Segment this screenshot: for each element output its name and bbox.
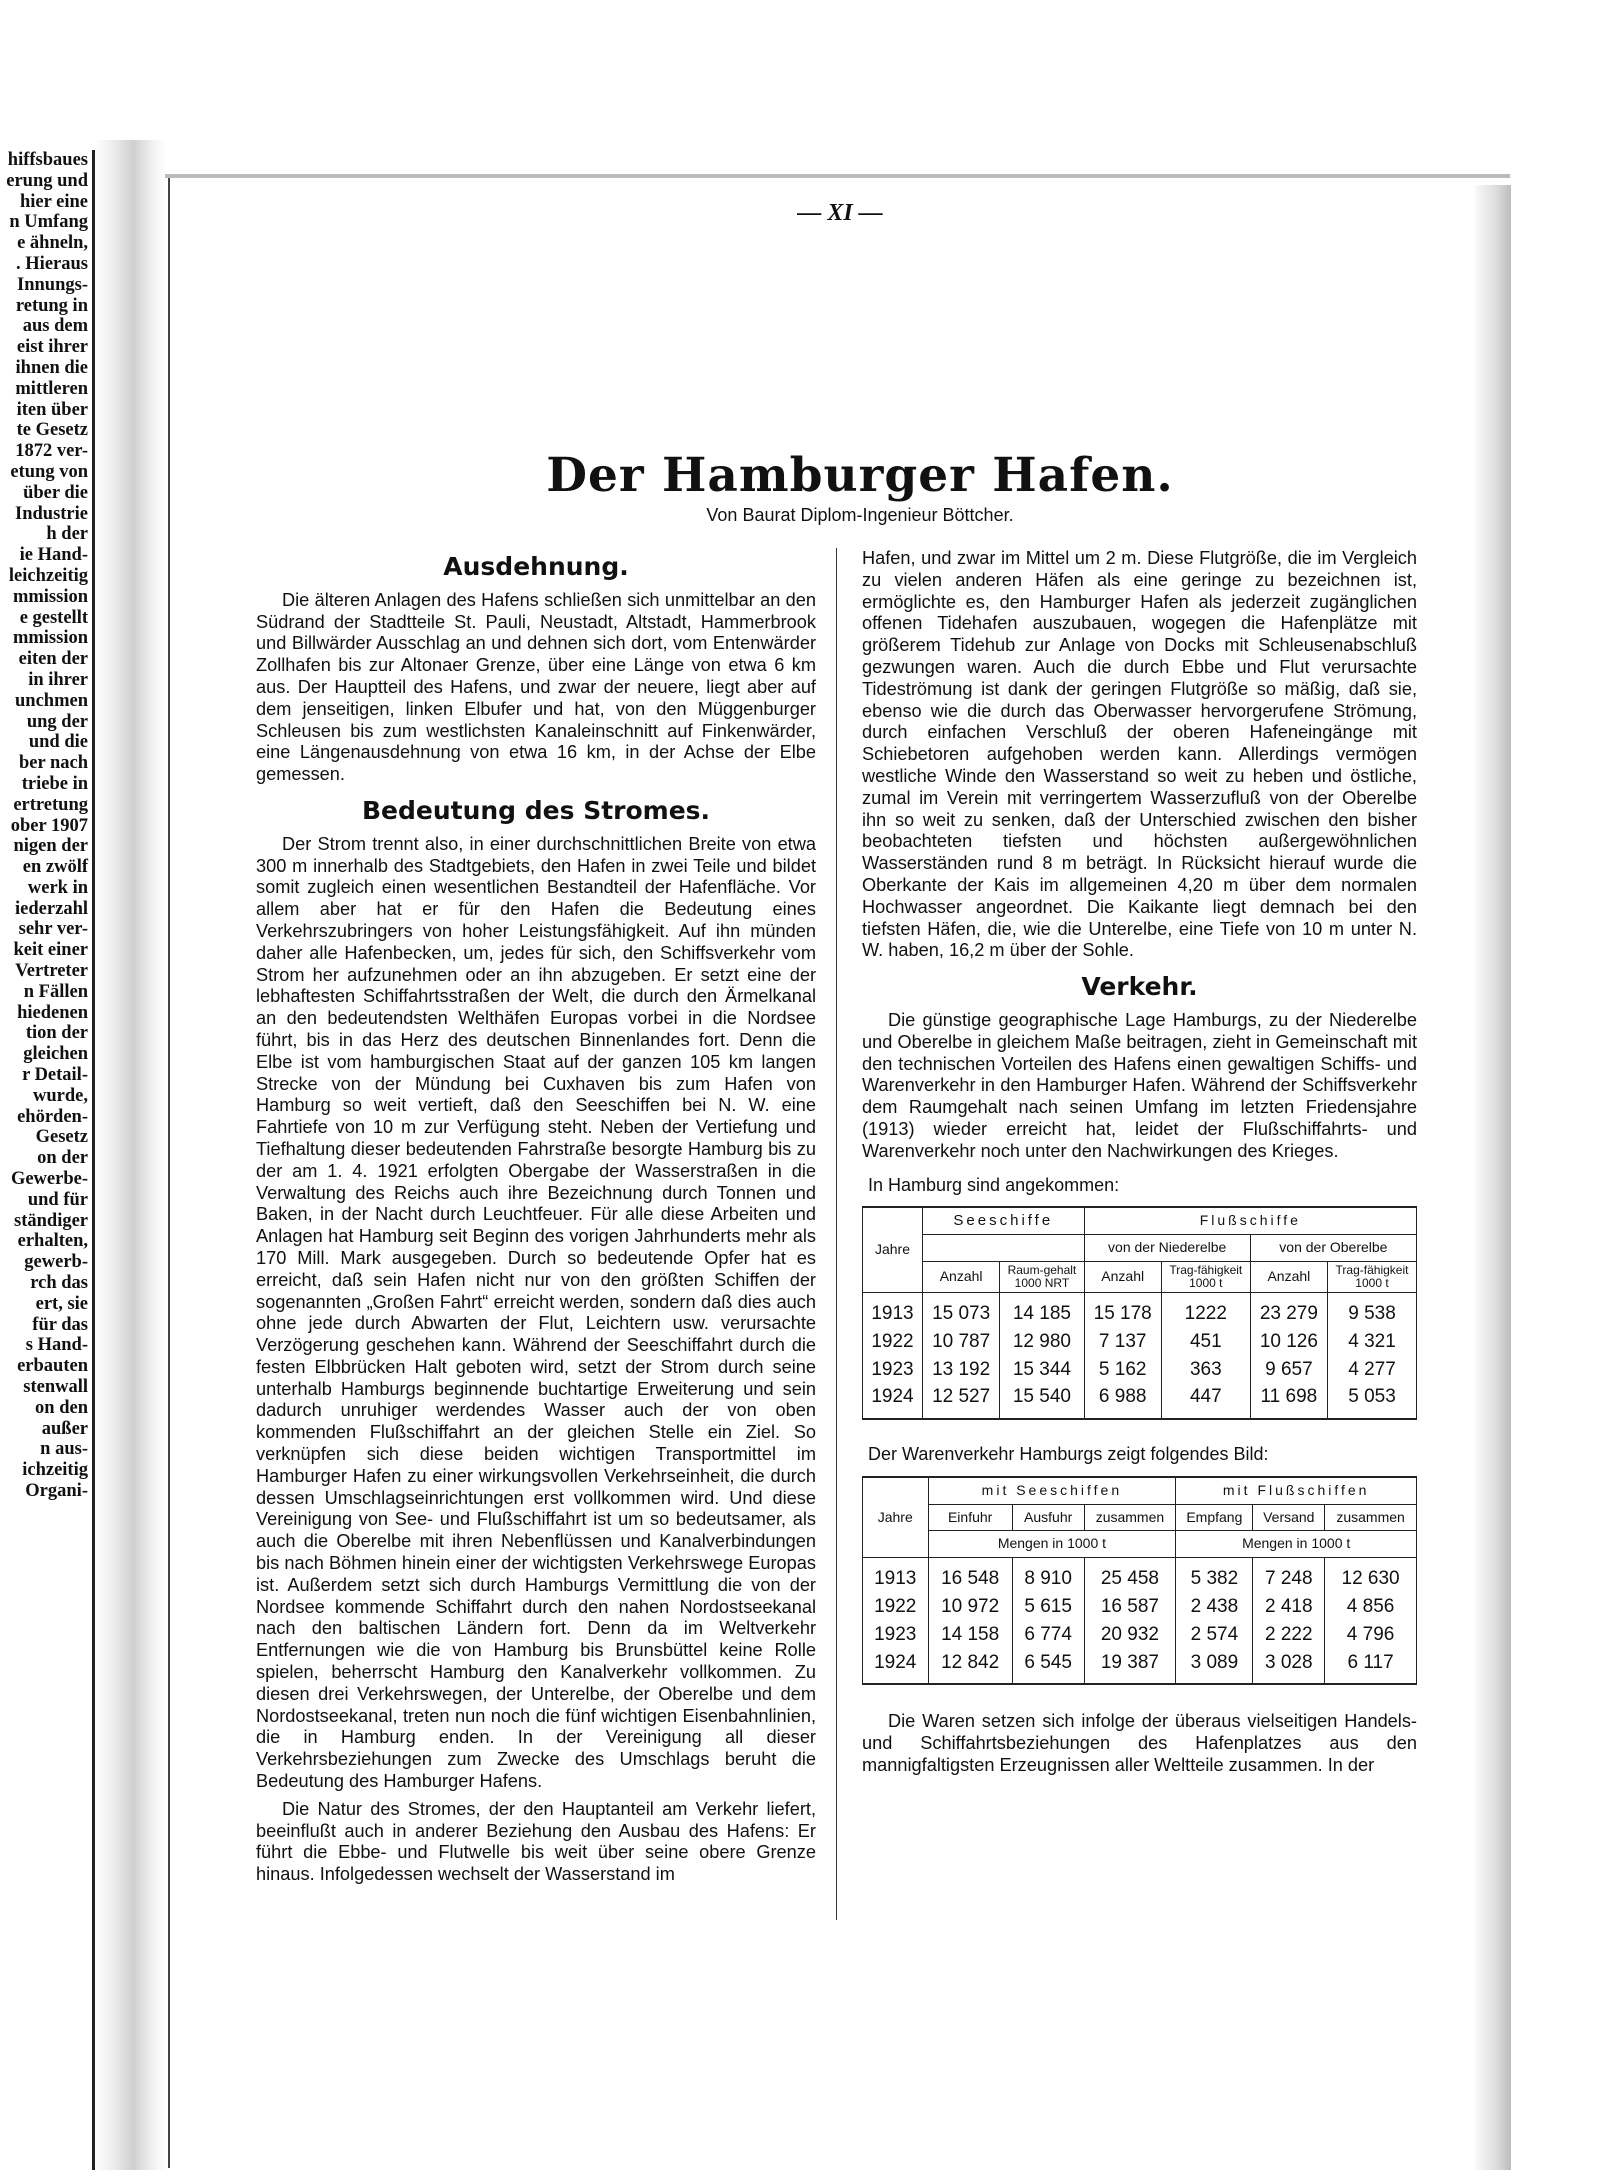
year-cell: 1924 [863, 1383, 923, 1419]
tragfaehigkeit-unit: 1000 t [1189, 1275, 1223, 1290]
value-cell: 9 657 [1250, 1356, 1327, 1384]
value-cell: 5 382 [1176, 1558, 1253, 1593]
fragment-line: für das [32, 1314, 88, 1335]
table-row [863, 1649, 1417, 1685]
year-cell: 1922 [863, 1593, 929, 1621]
table-row [863, 1356, 1417, 1384]
fragment-line: h der [46, 524, 88, 545]
fragment-line: ehörden- [17, 1106, 88, 1127]
fragment-line: unchmen [15, 690, 88, 711]
value-cell: 2 418 [1253, 1593, 1325, 1621]
fragment-line: retung in [15, 295, 88, 316]
value-cell: 5 053 [1327, 1383, 1416, 1419]
table-caption: In Hamburg sind angekommen: [868, 1174, 1120, 1195]
fragment-line: außer [41, 1418, 88, 1439]
table-caption: Der Warenverkehr Hamburgs zeigt folgendes Bild: [868, 1444, 1269, 1465]
fragment-line: hiffsbaues [7, 150, 88, 170]
value-cell: 2 574 [1176, 1621, 1253, 1649]
value-cell: 10 972 [928, 1593, 1012, 1621]
col-header-ausfuhr: Ausfuhr [1012, 1504, 1084, 1531]
value-cell: 447 [1161, 1383, 1250, 1419]
value-cell: 6 988 [1084, 1383, 1161, 1419]
byline: Von Baurat Diplom-Ingenieur Böttcher. [706, 505, 1014, 525]
paragraph: Die Waren setzen sich infolge der überaus vielseitigen Handels- und Schiffahrtsbeziehungen des Hafenplatzes aus den mannigfaltigsten Erzeugnissen aller Weltteile zusammen. In der [862, 1711, 1417, 1776]
page-number: — XI — [797, 200, 883, 226]
year-cell: 1922 [863, 1328, 923, 1356]
paragraph: Die günstige geographische Lage Hamburgs, zu der Niederelbe und Oberelbe in gleichem Maße beitragen, zieht in Gemeinschaft mit den technischen Vorteilen des Hafens einen gewaltigen Schiffs- und Warenverkehr in den Hamburger Hafen. Während der Schiffsverkehr dem Raumgehalt nach seinen Umfang im letzten Friedensjahre (1913) wieder erreicht hat, leidet der Flußschiffahrts- und Warenverkehr noch unter den Nachwirkungen des Krieges. [862, 1009, 1417, 1161]
fragment-line: und die [28, 732, 88, 753]
fragment-line: über die [23, 482, 88, 503]
fragment-line: n aus- [40, 1439, 88, 1460]
fragment-line: mmission [12, 628, 88, 649]
col-header-seeschiffe: Seeschiffe [923, 1207, 1085, 1234]
col-header-flussschiffe: Flußschiffe [1084, 1207, 1416, 1234]
value-cell: 6 545 [1012, 1649, 1084, 1685]
value-cell: 4 277 [1327, 1356, 1416, 1384]
fragment-line: iten über [16, 399, 88, 420]
fragment-line: Industrie [15, 503, 88, 524]
fragment-line: on den [35, 1397, 88, 1418]
year-cell: 1913 [863, 1292, 923, 1327]
value-cell: 5 162 [1084, 1356, 1161, 1384]
fragment-line: ständiger [14, 1210, 88, 1231]
fragment-line: s Hand- [25, 1335, 88, 1356]
paragraph: Die Natur des Stromes, der den Hauptanteil am Verkehr liefert, beeinflußt auch in anderer Beziehung den Ausbau des Hafens: Er führt die Ebbe- und Flutwelle bis weit über seine obere Grenze hinaus. Infolgedessen wechselt der Wasserstand im [256, 1798, 816, 1885]
year-cell: 1923 [863, 1356, 923, 1384]
fragment-line: sehr ver- [18, 919, 88, 940]
value-cell: 14 158 [928, 1621, 1012, 1649]
fragment-line: ung der [26, 711, 88, 732]
page-title: Der Hamburger Hafen. [546, 448, 1174, 503]
value-cell: 7 137 [1084, 1328, 1161, 1356]
fragment-line: eiten der [18, 649, 88, 670]
fragment-line: ertretung [13, 794, 88, 815]
value-cell: 10 126 [1250, 1328, 1327, 1356]
fragment-line: . Hieraus [16, 253, 88, 274]
col-header-einfuhr: Einfuhr [928, 1504, 1012, 1531]
fragment-line: ie Hand- [19, 545, 88, 566]
value-cell: 13 192 [923, 1356, 1000, 1384]
value-cell: 25 458 [1084, 1558, 1176, 1593]
fragment-line: gewerb- [24, 1252, 88, 1273]
col-header-niederelbe: von der Niederelbe [1084, 1235, 1250, 1262]
value-cell: 15 540 [1000, 1383, 1084, 1419]
heading-ausdehnung: Ausdehnung. [443, 552, 629, 581]
value-cell: 10 787 [923, 1328, 1000, 1356]
page-edge-shadow [1475, 185, 1511, 2170]
value-cell: 12 527 [923, 1383, 1000, 1419]
value-cell: 4 856 [1325, 1593, 1417, 1621]
fragment-line: n Umfang [9, 212, 88, 233]
heading-verkehr: Verkehr. [1081, 972, 1198, 1002]
seeschiffe-spacer [923, 1235, 1085, 1262]
col-header-mengen: Mengen in 1000 t [1176, 1531, 1417, 1558]
value-cell: 15 344 [1000, 1356, 1084, 1384]
fragment-line: Innungs- [17, 274, 88, 295]
col-header-zusammen: zusammen [1084, 1504, 1176, 1531]
fragment-line: tion der [25, 1023, 88, 1044]
value-cell: 8 910 [1012, 1558, 1084, 1593]
table-row [863, 1328, 1417, 1356]
table-row [863, 1558, 1417, 1593]
value-cell: 16 587 [1084, 1593, 1176, 1621]
book-gutter [95, 140, 165, 2170]
fragment-line: hier eine [20, 191, 88, 212]
fragment-line: Gewerbe- [10, 1169, 88, 1190]
value-cell: 12 630 [1325, 1558, 1417, 1593]
fragment-line: in ihrer [28, 669, 88, 690]
col-header-jahre: Jahre [863, 1477, 929, 1558]
col-header-raumgehalt [1000, 1261, 1084, 1292]
fragment-line: erbauten [17, 1356, 88, 1377]
fragment-line: stenwall [23, 1377, 88, 1398]
tragfaehigkeit-label: Trag-fähigkeit [1335, 1262, 1409, 1277]
fragment-line: gleichen [23, 1044, 88, 1065]
goods-traffic-table [862, 1476, 1417, 1686]
table-row [863, 1621, 1417, 1649]
fragment-line: nigen der [13, 836, 88, 857]
col-header-versand: Versand [1253, 1504, 1325, 1531]
column-rule [836, 548, 837, 1920]
year-cell: 1923 [863, 1621, 929, 1649]
fragment-line: r Detail- [22, 1065, 88, 1086]
fragment-line: on der [37, 1148, 88, 1169]
tragfaehigkeit-label: Trag-fähigkeit [1169, 1262, 1243, 1277]
value-cell: 6 774 [1012, 1621, 1084, 1649]
fragment-line: erhalten, [17, 1231, 88, 1252]
value-cell: 5 615 [1012, 1593, 1084, 1621]
value-cell: 2 222 [1253, 1621, 1325, 1649]
value-cell: 9 538 [1327, 1292, 1416, 1327]
table-row [863, 1593, 1417, 1621]
fragment-line: eist ihrer [16, 337, 88, 358]
fragment-line: mmission [12, 586, 88, 607]
value-cell: 1222 [1161, 1292, 1250, 1327]
table-row [863, 1383, 1417, 1419]
paragraph: Der Strom trennt also, in einer durchschnittlichen Breite von etwa 300 m innerhalb des Stadtgebiets, den Hafen in zwei Teile und bildet somit zugleich einen wesentlichen Bestandteil der Hafenfläche. Vor allem aber hat er für den Hafen die Bedeutung eines Verkehrszubringers von hoher Leistungsfähigkeit. Auf ihn münden daher alle Hafenbecken, um, jedes für sich, den Schiffsverkehr vom Strom her aufzunehmen oder an ihn abzugeben. Er setzt eine der lebhaftesten Schiffahrtsstraßen der Welt, die durch den Ärmelkanal an den bedeutendsten Welthäfen Europas vorbei in die Nordsee führt, bis in das Herz des deutschen Binnenlandes fort. Denn die Elbe ist vom hamburgischen Staat auf der ganzen 105 km langen Strecke von der Mündung bei Cuxhaven bis zum Hafen von Hamburg so weit vertieft, daß den Seeschiffen bei N. W. eine Fahrtiefe von 10 m zur Verfügung steht. Neben der Vertiefung und Tiefhaltung dieser bedeutenden Fahrstraße besorgte Hamburg bis zu der am 1. 4. 1921 erfolgten Obergabe der Wasserstraßen in die Verwaltung des Reichs auch ihre Bezeichnung durch Tonnen und Baken, in der Nacht durch Leuchtfeuer. Für alle diese Arbeiten und Anlagen hat Hamburg seit Beginn des vorigen Jahrhunderts mehr als 170 Mill. Mark ausgegeben. Durch so bedeutende Opfer hat es erreicht, daß sein Hafen nicht nur von den größten Schiffen der sogenannten „Großen Fahrt“ erreicht werden, sondern daß dies auch ohne jede durch Abwarten der Flut, Leichtern usw. verursachte Verzögerung geschehen kann. Während der Seeschiffahrt durch die festen Elbbrücken Halt geboten wird, setzt der Strom durch seine unterhalb Hamburgs beginnende buchtartige Erweiterung und sein dadurch unruhiger werdendes Wasser auch der von oben kommenden Flußschiffahrt an der gleichen Stelle ein Ziel. So verknüpfen sich diese beiden wichtigen Transportmittel im Hamburger Hafen zu einer wirkungsvollen Verkehrseinheit, die durch dessen Umschlagseinrichtungen erst vollkommen wird. Und diese Vereinigung von See- und Flußschiffahrt ist um so bedeutsamer, als auch die Oberelbe mit ihren Nebenflüssen und Kanalverbindungen bis nach Böhmen hinein einer der wichtigsten Verkehrswege Europas ist. Außerdem setzt sich durch Hamburgs Vermittlung die von der Nordsee kommende Schiffahrt durch den nahen Nordostseekanal nach den baltischen Ländern fort. Denn da im Weltverkehr Entfernungen wie die von Hamburg bis Brunsbüttel keine Rolle spielen, beherrscht Hamburg den Kanalverkehr vollkommen. Zu diesen drei Verkehrswegen, der Unterelbe, der Oberelbe und dem Nordostseekanal, treten nun noch die fünf wichtigen Eisenbahnlinien, die in Hamburg enden. In der Vereinigung all dieser Verkehrsbeziehungen zum Zwecke des Umschlags beruht die Bedeutung des Hamburger Hafens. [256, 833, 816, 1792]
fragment-line: werk in [27, 877, 88, 898]
value-cell: 6 117 [1325, 1649, 1417, 1685]
fragment-line: und für [27, 1189, 88, 1210]
col-header-mit-flussschiffen: mit Flußschiffen [1176, 1477, 1417, 1504]
fragment-line: ober 1907 [10, 815, 88, 836]
paragraph: Die älteren Anlagen des Hafens schließen sich unmittelbar an den Südrand der Stadtteile St. Pauli, Neustadt, Altstadt, Hammerbrook und Billwärder Ausschlag an und dehnen sich dort, vom Entenwärder Zollhafen bis zur Altonaer Grenze, über eine Länge von etwa 6 km aus. Der Hauptteil des Hafens, und zwar der neuere, liegt aber auf dem jenseitigen, linken Elbufer und hat, von den Müggenburger Schleusen bis zum westlichsten Kanaleinschnitt auf Finkenwärder, eine Längenausdehnung von etwa 16 km, in der Achse der Elbe gemessen. [256, 589, 816, 785]
fragment-line: Organi- [25, 1481, 88, 1501]
value-cell: 15 178 [1084, 1292, 1161, 1327]
value-cell: 451 [1161, 1328, 1250, 1356]
fragment-line: ihnen die [15, 357, 88, 378]
fragment-line: e ähneln, [17, 233, 88, 254]
ships-arrived-table [862, 1206, 1417, 1420]
fragment-line: te Gesetz [16, 420, 88, 441]
fragment-line: keit einer [13, 940, 88, 961]
fragment-line: Vertreter [15, 961, 88, 982]
raumgehalt-unit: 1000 NRT [1014, 1275, 1070, 1290]
fragment-line: iederzahl [15, 898, 88, 919]
value-cell: 3 089 [1176, 1649, 1253, 1685]
col-header-anzahl: Anzahl [1084, 1261, 1161, 1292]
value-cell: 12 842 [928, 1649, 1012, 1685]
col-header-zusammen: zusammen [1325, 1504, 1417, 1531]
fragment-line: ber nach [18, 753, 88, 774]
fragment-line: etung von [10, 461, 88, 482]
year-cell: 1913 [863, 1558, 929, 1593]
left-column [256, 548, 816, 1892]
fragment-line: n Fällen [23, 981, 88, 1002]
col-header-tragfaehigkeit [1327, 1261, 1416, 1292]
value-cell: 11 698 [1250, 1383, 1327, 1419]
value-cell: 3 028 [1253, 1649, 1325, 1685]
table-row [863, 1292, 1417, 1327]
value-cell: 16 548 [928, 1558, 1012, 1593]
fragment-line: en zwölf [22, 857, 88, 878]
fragment-line: triebe in [21, 773, 88, 794]
fragment-line: hiedenen [17, 1002, 88, 1023]
year-cell: 1924 [863, 1649, 929, 1685]
value-cell: 4 321 [1327, 1328, 1416, 1356]
col-header-anzahl: Anzahl [923, 1261, 1000, 1292]
heading-bedeutung: Bedeutung des Stromes. [361, 795, 711, 825]
value-cell: 363 [1161, 1356, 1250, 1384]
col-header-mengen: Mengen in 1000 t [928, 1531, 1176, 1558]
value-cell: 20 932 [1084, 1621, 1176, 1649]
fragment-line: wurde, [33, 1085, 88, 1106]
value-cell: 12 980 [1000, 1328, 1084, 1356]
value-cell: 7 248 [1253, 1558, 1325, 1593]
fragment-line: e gestellt [19, 607, 88, 628]
fragment-line: Gesetz [35, 1127, 88, 1148]
paragraph: Hafen, und zwar im Mittel um 2 m. Diese Flutgröße, die im Vergleich zu vielen anderen Häfen als eine geringe zu bezeichnen ist, ermöglichte es, den Hamburger Hafen als jederzeit zugänglichen offenen Tidehafen auszubauen, wogegen die Hafenplätze mit größerem Tidehub zur Anlage von Docks mit Schleusenabschluß gezwungen waren. Auch die durch Ebbe und Flut verursachte Tideströmung ist dank der geringen Flutgröße so mäßig, daß sie, ebenso wie die durch das Oberwasser hervorgerufene Strömung, durch einfachen Verschluß der oberen Hafeneingänge mit Schiebetoren aufgehoben werden kann. Allerdings vermögen westliche Winde den Wasserstand so weit zu heben und östliche, zumal im Verein mit verringertem Wasserzufluß von der Oberelbe ihn so weit zu senken, daß der Unterschied zwischen den bisher beobachteten tiefsten und höchsten außergewöhnlichen Wasserständen rund 8 m beträgt. In Rücksicht hierauf wurde die Oberkante der Kais im allgemeinen 4,20 m über dem normalen Hochwasser angeordnet. Die Kaikante liegt demnach bei den tiefsten Häfen, die, wie die Unterelbe, eine Tiefe von 10 m unter N. W. haben, 16,2 m über der Sohle. [862, 548, 1417, 961]
col-header-tragfaehigkeit [1161, 1261, 1250, 1292]
fragment-line: leichzeitig [8, 565, 88, 586]
fragment-line: aus dem [22, 316, 88, 337]
col-header-jahre: Jahre [863, 1207, 923, 1292]
value-cell: 19 387 [1084, 1649, 1176, 1685]
col-header-mit-seeschiffen: mit Seeschiffen [928, 1477, 1176, 1504]
col-header-anzahl: Anzahl [1250, 1261, 1327, 1292]
col-header-empfang: Empfang [1176, 1504, 1253, 1531]
fragment-line: 1872 ver- [15, 441, 88, 462]
right-column [862, 548, 1417, 1783]
fragment-line: rch das [30, 1273, 88, 1294]
value-cell: 23 279 [1250, 1292, 1327, 1327]
value-cell: 2 438 [1176, 1593, 1253, 1621]
fragment-line: ichzeitig [22, 1460, 88, 1481]
fragment-line: ert, sie [35, 1293, 88, 1314]
fragment-line: erung und [6, 170, 88, 191]
fragment-line: mittleren [15, 378, 88, 399]
left-page-fragment [0, 150, 95, 2170]
col-header-oberelbe: von der Oberelbe [1250, 1235, 1416, 1262]
value-cell: 14 185 [1000, 1292, 1084, 1327]
raumgehalt-label: Raum-gehalt [1007, 1262, 1077, 1277]
value-cell: 15 073 [923, 1292, 1000, 1327]
tragfaehigkeit-unit: 1000 t [1355, 1275, 1389, 1290]
value-cell: 4 796 [1325, 1621, 1417, 1649]
